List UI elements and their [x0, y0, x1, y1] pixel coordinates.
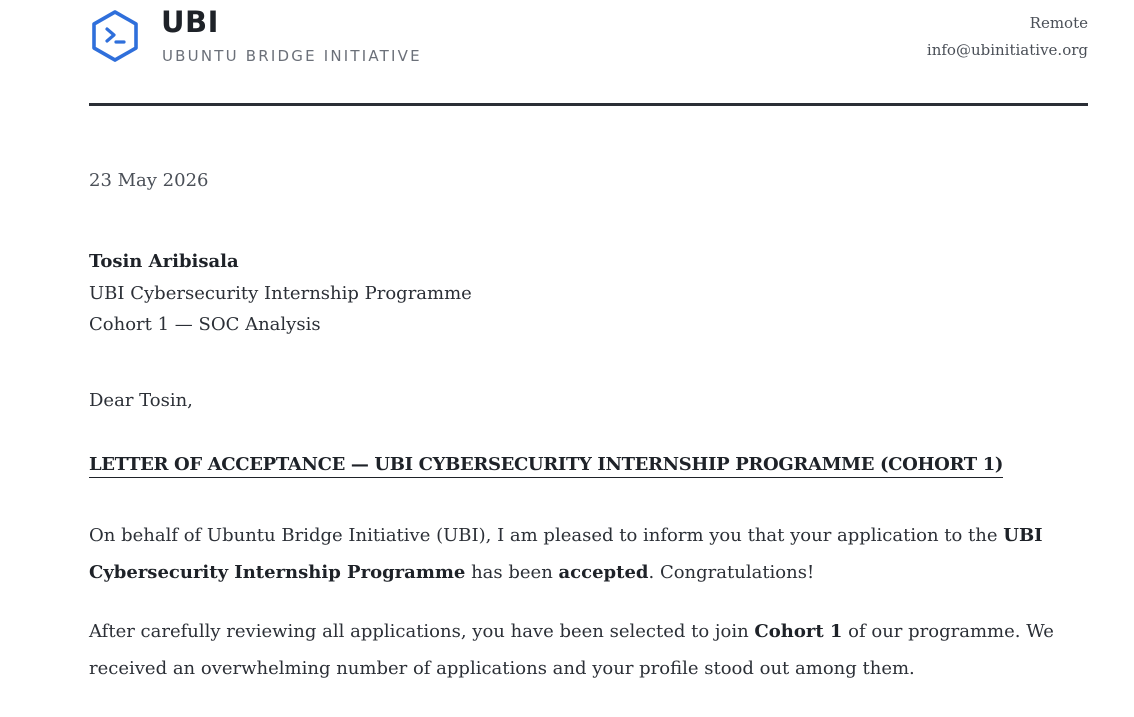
recipient-block [89, 246, 472, 341]
p1-programme-name: UBI Cybersecurity Internship Programme [89, 525, 1043, 583]
contact-location: Remote [1029, 14, 1088, 32]
body-paragraph-2 [89, 613, 1088, 687]
recipient-cohort: Cohort 1 — SOC Analysis [89, 314, 321, 335]
letter-page [89, 0, 1088, 679]
letter-date: 23 May 2026 [89, 170, 209, 191]
contact-email[interactable]: info@ubinitiative.org [926, 41, 1088, 59]
p1-text-1: On behalf of Ubuntu Bridge Initiative (UBI), I am pleased to inform you that your application to the [89, 525, 1004, 546]
p1-accepted: accepted [558, 562, 649, 583]
subject-line: LETTER OF ACCEPTANCE — UBI CYBERSECURITY INTERNSHIP PROGRAMME (COHORT 1) [89, 454, 1003, 478]
brand-name: UBI [161, 5, 219, 39]
p2-text-2: of our programme. We received an overwhelming number of applications and your profile stood out among them. [89, 621, 1054, 679]
p1-text-2: has been [465, 562, 559, 583]
terminal-prompt-hexagon-icon [91, 10, 139, 62]
brand-tagline: UBUNTU BRIDGE INITIATIVE [162, 47, 422, 65]
p1-text-3: . Congratulations! [648, 562, 815, 583]
header-divider [89, 103, 1088, 106]
letterhead [89, 0, 1088, 106]
salutation: Dear Tosin, [89, 390, 193, 411]
recipient-name: Tosin Aribisala [89, 251, 239, 272]
recipient-programme: UBI Cybersecurity Internship Programme [89, 282, 472, 304]
contact-block [927, 10, 1088, 64]
p2-text-1: After carefully reviewing all applications, you have been selected to join [89, 621, 755, 642]
p2-cohort: Cohort 1 [754, 621, 843, 642]
body-paragraph-1 [89, 517, 1088, 591]
